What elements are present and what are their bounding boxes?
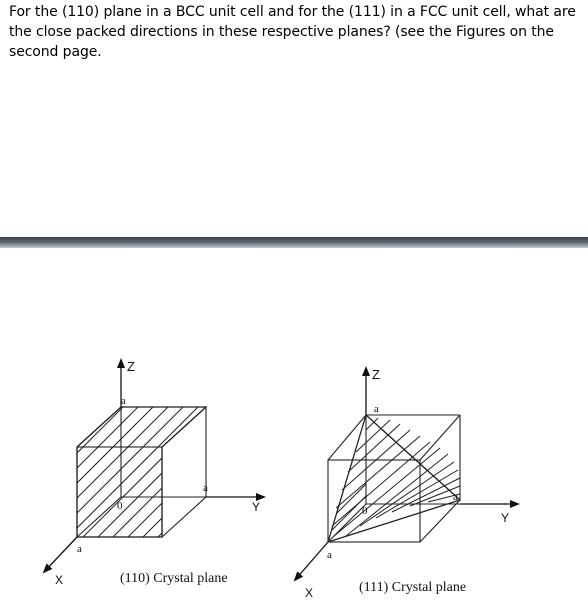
edge-label-z: a <box>374 403 379 415</box>
figure-caption: (111) Crystal plane <box>359 580 467 595</box>
axis-z-label: Z <box>127 359 135 374</box>
figure-111 <box>290 367 540 600</box>
plane-110-hatching <box>0 360 350 560</box>
figure-caption: (110) Crystal plane <box>120 571 228 586</box>
edge-label-x: a <box>327 549 332 561</box>
axis-x-label: X <box>305 586 314 600</box>
axis-y-label: Y <box>252 500 261 514</box>
cube-110 <box>77 407 206 537</box>
cube-111 <box>328 415 460 542</box>
origin-label: 0 <box>117 500 123 512</box>
figure-110 <box>0 359 350 587</box>
edge-label-y: a <box>203 482 208 494</box>
axis-y-label: Y <box>501 511 510 525</box>
plane-110-outline <box>77 407 206 537</box>
edge-label-y: a <box>453 491 458 503</box>
origin-label: 0 <box>362 505 368 517</box>
axis-z-label: Z <box>372 367 380 382</box>
edge-label-z: a <box>121 395 126 407</box>
question-text: For the (110) plane in a BCC unit cell and for the (111) in a FCC unit cell, what are the close packed directions in these respective planes? (see the Figures on the second page. <box>9 4 576 60</box>
axis-x-label: X <box>55 573 64 587</box>
edge-label-x: a <box>77 543 82 555</box>
